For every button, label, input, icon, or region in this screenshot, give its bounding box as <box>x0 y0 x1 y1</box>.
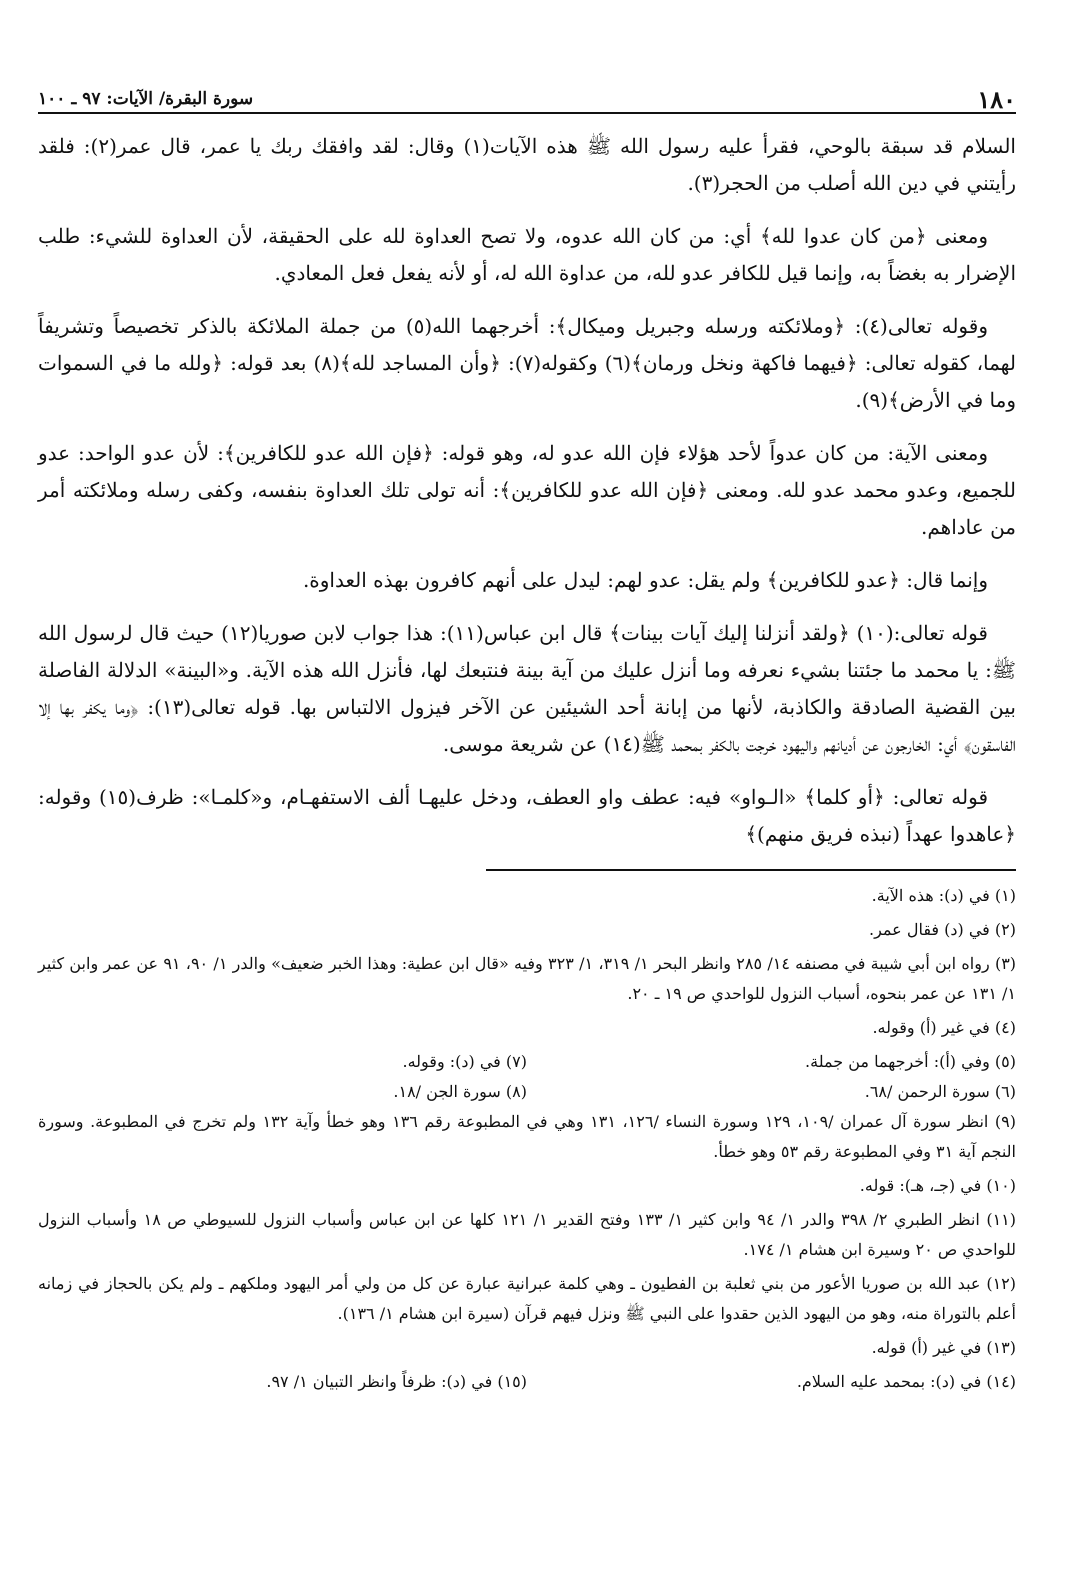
footnote: (٣) رواه ابن أبي شيبة في مصنفه ١٤/ ٢٨٥ وانظر البحر ١/ ٣١٩، ١/ ٣٢٣ وفيه «قال ابن عطية: وهذا الخبر ضعيف» والدر ١/ ٩٠، ٩١ عن عمر وابن كثير ١/ ١٣١ عن عمر بنحوه، أسباب النزول للواحدي ص ١٩ ـ ٢٠. <box>38 954 1017 1003</box>
paragraph: قوله تعالى: ﴿أو كلما﴾ «الـواو» فيه: عطف واو العطف، ودخل عليهـا ألف الاستفهـام، و«كلمـا»: ظرف(١٥) وقوله: ﴿عاهدوا عهداً (نبذه فريق منهم)﴾ <box>38 785 1016 846</box>
footnote: (١) في (د): هذه الآية. <box>871 886 1016 905</box>
paragraph: السلام قد سبقة بالوحي، فقرأ عليه رسول الله ﷺ هذه الآيات(١) وقال: لقد وافقك ربك يا عمر، قال عمر(٢): فلقد رأيتني في دين الله أصلب من الحجر(٣). <box>38 134 1016 195</box>
footnote: (٤) في غير (أ) وقوله. <box>872 1018 1016 1037</box>
paragraph: ومعنى ﴿من كان عدوا لله﴾ أي: من كان الله عدوه، ولا تصح العداوة لله على الحقيقة، لأن العداوة للشيء: طلب الإضرار به بغضاً به، وإنما قيل للكافر عدو لله، من عداوة الله له، أو لأنه يفعل فعل المعادي. <box>38 224 1016 285</box>
footnote: (٩) انظر سورة آل عمران /١٠٩، ١٢٩ وسورة النساء /١٢٦، ١٣١ وهي في المطبوعة رقم ١٣٦ وهو خطأ وآية ١٣٢ ولم تخرج في المطبوعة. وسورة النجم آية ٣١ وفي المطبوعة رقم ٥٣ وهو خطأ. <box>38 1112 1016 1161</box>
footnote-divider <box>486 869 1016 871</box>
running-title: سورة البقرة/ الآيات: ٩٧ ـ ١٠٠ <box>38 89 254 109</box>
footnote: (٦) سورة الرحمن /٦٨. <box>864 1082 1016 1101</box>
paragraph: وقوله تعالى(٤): ﴿وملائكته ورسله وجبريل وميكال﴾: أخرجهما الله(٥) من جملة الملائكة بالذكر تخصيصاً وتشريفاً لهما، كقوله تعالى: ﴿فيهما فاكهة ونخل ورمان﴾(٦) وكقوله(٧): ﴿وأن المساجد لله﴾(٨) بعد قوله: ﴿ولله ما في السموات وما في الأرض﴾(٩). <box>38 314 1016 412</box>
footnote: (٢) في (د) فقال عمر. <box>869 920 1016 939</box>
paragraph: قوله تعالى:(١٠) ﴿ولقد أنزلنا إليك آيات بينات﴾ قال ابن عباس(١١): هذا جواب لابن صوريا(١٢) حيث قال لرسول الله ﷺ: يا محمد ما جئتنا بشيء نعرفه وما أنزل عليك من آية بينة فنتبعك لها، فأنزل الله هذه الآية. و«البينة» الدلالة الفاصلة بين القضية الصادقة والكاذبة، لأنها من إبانة أحد الشيئين عن الآخر فيزول الالتباس بها. قوله تعالى(١٣): ﴿وما يكفر بها إلا الفاسقون﴾ أي: الخارجون عن أديانهم واليهود خرجت بالكفر بمحمد ﷺ(١٤) عن شريعة موسى. <box>38 621 1016 756</box>
footnote-row <box>38 1077 1016 1107</box>
footnotes <box>38 881 1016 1397</box>
footnote-row <box>38 1367 1016 1397</box>
book-page <box>38 70 1016 1562</box>
footnote: (٥) وفي (أ): أخرجهما من جملة. <box>805 1052 1016 1071</box>
footnote: (٨) سورة الجن /١٨. <box>393 1082 527 1101</box>
footnote: (٧) في (د): وقوله. <box>402 1052 527 1071</box>
page-number: ١٨٠ <box>977 85 1016 114</box>
footnote: (١٥) في (د): ظرفاً وانظر التبيان ١/ ٩٧. <box>266 1372 527 1391</box>
page-header <box>38 70 1016 114</box>
footnote: (١٣) في غير (أ) قوله. <box>871 1338 1016 1357</box>
footnote-row <box>38 1047 1016 1077</box>
footnote: (١٠) في (جـ، هـ): قوله. <box>859 1176 1016 1195</box>
footnote: (١٤) في (د): بمحمد عليه السلام. <box>796 1372 1016 1391</box>
paragraph: وإنما قال: ﴿عدو للكافرين﴾ ولم يقل: عدو لهم: ليدل على أنهم كافرون بهذه العداوة. <box>302 568 988 592</box>
main-text <box>38 128 1016 853</box>
footnote: (١١) انظر الطبري ٢/ ٣٩٨ والدر ١/ ٩٤ وابن كثير ١/ ١٣٣ وفتح القدير ١/ ١٢١ كلها عن ابن عباس وأسباب النزول للسيوطي ص ١٨ وأسباب النزول للواحدي ص ٢٠ وسيرة ابن هشام ١/ ١٧٤. <box>38 1210 1017 1259</box>
footnote: (١٢) عبد الله بن صوريا الأعور من بني ثعلبة بن الفطيون ـ وهي كلمة عبرانية عبارة عن كل من ولي أمر اليهود وملكهم ـ ولم يكن بالحجاز في زمانه أعلم بالتوراة منه، وهو من اليهود الذين حقدوا على النبي ﷺ ونزل فيهم قرآن (سيرة ابن هشام ١/ ١٣٦). <box>38 1274 1016 1323</box>
paragraph: ومعنى الآية: من كان عدواً لأحد هؤلاء فإن الله عدو له، وهو قوله: ﴿فإن الله عدو للكافرين﴾: لأن عدو الواحد: عدو للجميع، وعدو محمد عدو لله. ومعنى ﴿فإن الله عدو للكافرين﴾: أنه تولى تلك العداوة بنفسه، وكفى رسله وملائكته أمر من عاداهم. <box>38 441 1016 539</box>
